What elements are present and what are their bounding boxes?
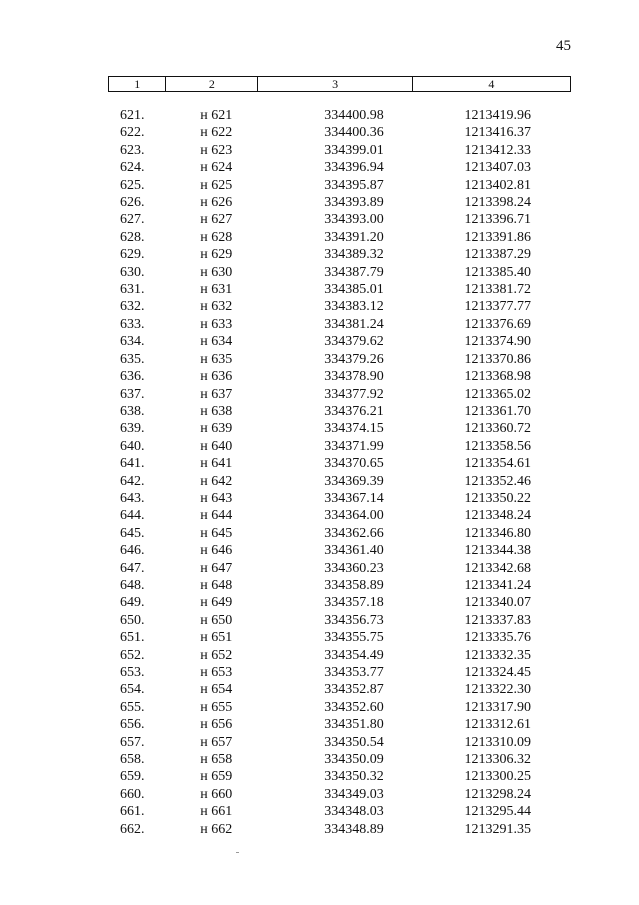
coordinate-x: 334371.99	[324, 438, 384, 454]
table-row	[108, 316, 571, 333]
row-number: 662.	[120, 821, 145, 837]
point-name: н 662	[200, 821, 233, 837]
coordinate-x: 334391.20	[324, 229, 384, 245]
row-number: 639.	[120, 421, 145, 437]
coordinate-y: 1213391.86	[464, 229, 532, 245]
coordinate-x: 334362.66	[324, 525, 384, 541]
row-number: 632.	[120, 299, 145, 315]
point-name: н 655	[200, 699, 233, 715]
row-number: 661.	[120, 804, 145, 820]
row-number: 645.	[120, 525, 145, 541]
row-number: 656.	[120, 717, 145, 733]
coordinate-x: 334351.80	[324, 717, 384, 733]
coordinate-y: 1213365.02	[464, 386, 532, 402]
coordinate-x: 334358.89	[324, 577, 384, 593]
table-row	[108, 351, 571, 368]
row-number: 636.	[120, 369, 145, 385]
coordinate-x: 334378.90	[324, 369, 384, 385]
row-number: 658.	[120, 752, 145, 768]
table-row	[108, 403, 571, 420]
table-row	[108, 699, 571, 716]
table-body	[108, 107, 571, 838]
coordinate-y: 1213402.81	[464, 177, 532, 193]
coordinate-y: 1213398.24	[464, 195, 532, 211]
coordinate-y: 1213344.38	[464, 543, 532, 559]
table-row	[108, 142, 571, 159]
row-number: 630.	[120, 264, 145, 280]
table-row	[108, 664, 571, 681]
table-row	[108, 647, 571, 664]
table-row	[108, 124, 571, 141]
point-name: н 652	[200, 647, 233, 663]
point-name: н 634	[200, 334, 233, 350]
coordinate-y: 1213387.29	[464, 247, 532, 263]
table-row	[108, 298, 571, 315]
coordinate-y: 1213310.09	[464, 734, 532, 750]
table-row	[108, 264, 571, 281]
coordinate-x: 334393.00	[324, 212, 384, 228]
point-name: н 648	[200, 577, 233, 593]
coordinate-x: 334352.60	[324, 699, 384, 715]
point-name: н 624	[200, 160, 233, 176]
coordinate-y: 1213346.80	[464, 525, 532, 541]
row-number: 657.	[120, 734, 145, 750]
point-name: н 633	[200, 316, 233, 332]
header-col-1: 1	[109, 77, 166, 92]
point-name: н 661	[200, 804, 233, 820]
point-name: н 625	[200, 177, 233, 193]
coordinate-y: 1213291.35	[464, 821, 532, 837]
row-number: 621.	[120, 108, 145, 123]
coordinate-y: 1213350.22	[464, 490, 532, 506]
table-row	[108, 420, 571, 437]
page-number: 45	[556, 38, 571, 54]
point-name: н 653	[200, 665, 233, 680]
table-row	[108, 751, 571, 768]
coordinate-x: 334396.94	[324, 160, 384, 176]
coordinate-x: 334355.75	[324, 630, 384, 646]
coordinate-y: 1213407.03	[464, 160, 532, 176]
coordinate-x: 334350.09	[324, 752, 384, 768]
coordinate-x: 334400.36	[324, 125, 384, 141]
point-name: н 641	[200, 456, 233, 472]
point-name: н 659	[200, 769, 233, 785]
coordinate-x: 334364.00	[324, 508, 384, 524]
table-row	[108, 629, 571, 646]
coordinate-x: 334357.18	[324, 595, 384, 611]
scan-mark	[236, 852, 239, 853]
coordinate-y: 1213341.24	[464, 577, 532, 593]
point-name: н 639	[200, 421, 233, 437]
point-name: н 623	[200, 142, 233, 158]
point-name: н 649	[200, 595, 233, 611]
point-name: н 626	[200, 195, 233, 211]
coordinate-x: 334352.87	[324, 682, 384, 698]
coordinate-x: 334367.14	[324, 490, 384, 506]
coordinate-x: 334350.54	[324, 734, 384, 750]
coordinate-x: 334354.49	[324, 647, 384, 663]
coordinate-y: 1213370.86	[464, 351, 532, 367]
row-number: 629.	[120, 247, 145, 263]
coordinate-y: 1213306.32	[464, 752, 532, 768]
coordinate-y: 1213416.37	[464, 125, 532, 141]
coordinate-y: 1213396.71	[464, 212, 532, 228]
coordinate-x: 334400.98	[324, 108, 384, 123]
point-name: н 650	[200, 612, 233, 628]
row-number: 640.	[120, 438, 145, 454]
point-name: н 627	[200, 212, 233, 228]
coordinate-x: 334356.73	[324, 612, 384, 628]
coordinate-x: 334369.39	[324, 473, 384, 489]
row-number: 648.	[120, 577, 145, 593]
row-number: 635.	[120, 351, 145, 367]
coordinate-x: 334379.62	[324, 334, 384, 350]
coordinate-x: 334393.89	[324, 195, 384, 211]
coordinate-y: 1213376.69	[464, 316, 532, 332]
row-number: 651.	[120, 630, 145, 646]
row-number: 626.	[120, 195, 145, 211]
coordinate-y: 1213348.24	[464, 508, 532, 524]
coordinate-x: 334370.65	[324, 456, 384, 472]
coordinate-x: 334399.01	[324, 142, 384, 158]
coordinate-x: 334353.77	[324, 665, 384, 680]
table-header	[108, 76, 571, 92]
coordinate-x: 334361.40	[324, 543, 384, 559]
table-row	[108, 560, 571, 577]
point-name: н 647	[200, 560, 233, 576]
coordinate-y: 1213361.70	[464, 403, 532, 419]
point-name: н 638	[200, 403, 233, 419]
coordinate-y: 1213337.83	[464, 612, 532, 628]
coordinate-y: 1213322.30	[464, 682, 532, 698]
point-name: н 646	[200, 543, 233, 559]
table-row	[108, 473, 571, 490]
coordinate-x: 334387.79	[324, 264, 384, 280]
point-name: н 658	[200, 752, 233, 768]
coordinate-y: 1213340.07	[464, 595, 532, 611]
row-number: 643.	[120, 490, 145, 506]
row-number: 623.	[120, 142, 145, 158]
row-number: 650.	[120, 612, 145, 628]
coordinate-y: 1213324.45	[464, 665, 532, 680]
point-name: н 632	[200, 299, 233, 315]
row-number: 654.	[120, 682, 145, 698]
coordinate-x: 334379.26	[324, 351, 384, 367]
row-number: 647.	[120, 560, 145, 576]
row-number: 637.	[120, 386, 145, 402]
table-row	[108, 211, 571, 228]
row-number: 631.	[120, 282, 145, 298]
table-row	[108, 281, 571, 298]
coordinate-y: 1213360.72	[464, 421, 532, 437]
row-number: 627.	[120, 212, 145, 228]
header-col-3: 3	[258, 77, 412, 92]
point-name: н 635	[200, 351, 233, 367]
table-row	[108, 386, 571, 403]
coordinate-y: 1213377.77	[464, 299, 532, 315]
coordinate-y: 1213300.25	[464, 769, 532, 785]
table-row	[108, 333, 571, 350]
row-number: 653.	[120, 665, 145, 680]
point-name: н 651	[200, 630, 233, 646]
row-number: 634.	[120, 334, 145, 350]
table-row	[108, 612, 571, 629]
row-number: 660.	[120, 786, 145, 802]
row-number: 646.	[120, 543, 145, 559]
point-name: н 631	[200, 282, 233, 298]
point-name: н 621	[200, 108, 233, 123]
table-row	[108, 734, 571, 751]
coordinate-x: 334383.12	[324, 299, 384, 315]
coordinate-x: 334395.87	[324, 177, 384, 193]
coordinate-x: 334349.03	[324, 786, 384, 802]
row-number: 655.	[120, 699, 145, 715]
coordinate-x: 334350.32	[324, 769, 384, 785]
coordinate-y: 1213312.61	[464, 717, 532, 733]
point-name: н 660	[200, 786, 233, 802]
row-number: 644.	[120, 508, 145, 524]
point-name: н 654	[200, 682, 233, 698]
point-name: н 645	[200, 525, 233, 541]
table-row	[108, 768, 571, 785]
coordinate-y: 1213342.68	[464, 560, 532, 576]
coordinate-y: 1213332.35	[464, 647, 532, 663]
table-row	[108, 786, 571, 803]
row-number: 659.	[120, 769, 145, 785]
row-number: 642.	[120, 473, 145, 489]
point-name: н 629	[200, 247, 233, 263]
coordinate-x: 334377.92	[324, 386, 384, 402]
coordinate-y: 1213385.40	[464, 264, 532, 280]
point-name: н 656	[200, 717, 233, 733]
coordinate-y: 1213381.72	[464, 282, 532, 298]
table-row	[108, 716, 571, 733]
coordinate-y: 1213358.56	[464, 438, 532, 454]
table-row	[108, 107, 571, 124]
coordinate-y: 1213317.90	[464, 699, 532, 715]
point-name: н 630	[200, 264, 233, 280]
table-row	[108, 525, 571, 542]
table-row	[108, 368, 571, 385]
coordinate-x: 334348.03	[324, 804, 384, 820]
row-number: 624.	[120, 160, 145, 176]
point-name: н 640	[200, 438, 233, 454]
coordinate-y: 1213352.46	[464, 473, 532, 489]
point-name: н 642	[200, 473, 233, 489]
coordinate-x: 334348.89	[324, 821, 384, 837]
table-row	[108, 438, 571, 455]
table-row	[108, 194, 571, 211]
point-name: н 644	[200, 508, 233, 524]
table-row	[108, 803, 571, 820]
point-name: н 643	[200, 490, 233, 506]
table-row	[108, 490, 571, 507]
row-number: 641.	[120, 456, 145, 472]
table-row	[108, 507, 571, 524]
header-col-2: 2	[166, 77, 258, 92]
table-row	[108, 177, 571, 194]
table-row	[108, 159, 571, 176]
coordinate-y: 1213298.24	[464, 786, 532, 802]
point-name: н 628	[200, 229, 233, 245]
header-col-4: 4	[412, 77, 570, 92]
point-name: н 657	[200, 734, 233, 750]
table-row	[108, 821, 571, 838]
coordinate-x: 334389.32	[324, 247, 384, 263]
coordinate-y: 1213412.33	[464, 142, 532, 158]
header-row	[109, 77, 571, 92]
coordinate-x: 334374.15	[324, 421, 384, 437]
table-row	[108, 542, 571, 559]
table-row	[108, 246, 571, 263]
row-number: 628.	[120, 229, 145, 245]
table-row	[108, 455, 571, 472]
point-name: н 622	[200, 125, 233, 141]
coordinate-y: 1213335.76	[464, 630, 532, 646]
table-row	[108, 594, 571, 611]
table-row	[108, 681, 571, 698]
coordinate-y: 1213295.44	[464, 804, 532, 820]
coordinate-x: 334360.23	[324, 560, 384, 576]
coordinate-y: 1213354.61	[464, 456, 532, 472]
table-row	[108, 229, 571, 246]
coordinate-y: 1213419.96	[464, 108, 532, 123]
coordinate-x: 334376.21	[324, 403, 384, 419]
row-number: 638.	[120, 403, 145, 419]
point-name: н 637	[200, 386, 233, 402]
row-number: 652.	[120, 647, 145, 663]
row-number: 622.	[120, 125, 145, 141]
coordinate-y: 1213368.98	[464, 369, 532, 385]
row-number: 649.	[120, 595, 145, 611]
coordinate-x: 334385.01	[324, 282, 384, 298]
table-row	[108, 577, 571, 594]
coordinate-x: 334381.24	[324, 316, 384, 332]
coordinate-y: 1213374.90	[464, 334, 532, 350]
point-name: н 636	[200, 369, 233, 385]
row-number: 633.	[120, 316, 145, 332]
coordinates-table	[108, 107, 571, 838]
row-number: 625.	[120, 177, 145, 193]
